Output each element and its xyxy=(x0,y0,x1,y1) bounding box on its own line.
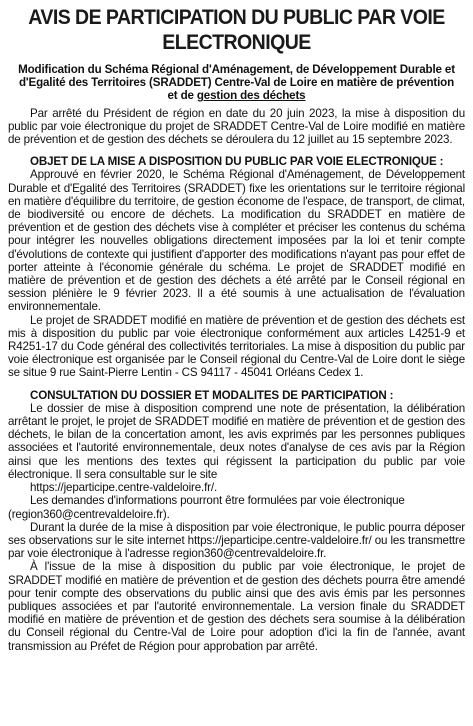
section-heading-consultation: CONSULTATION DU DOSSIER ET MODALITES DE PARTICIPATION : xyxy=(30,388,394,402)
objet-paragraph-2: Le projet de SRADDET modifié en matière de prévention et de gestion des déchets est mis à disposition du public par voie électronique conformément aux articles L4251-9 et R4251-17 du Code général des collectivités territoriales. La mise à disposition du public par voie électronique est organisée par le Conseil régional du Centre-Val de Loire dont le siège se situe 9 rue Saint-Pierre Lentin - CS 94117 - 45041 Orléans Cedex 1. xyxy=(8,313,465,380)
consultation-email[interactable]: (region360@centrevaldeloire.fr). xyxy=(8,507,170,521)
subtitle-line2: d'Egalité des Territoires (SRADDET) Centre-Val de Loire en matière de prévention xyxy=(18,76,455,90)
intro-paragraph: Par arrêté du Président de région en date du 20 juin 2023, la mise à disposition du public par voie électronique du projet de SRADDET Centre-Val de Loire modifié en matière de prévention et de gestion des déchets se déroulera du 12 juillet au 15 septembre 2023. xyxy=(8,106,465,147)
consultation-paragraph-2: Les demandes d'informations pourront être formulées par voie électronique xyxy=(30,494,405,508)
section-heading-objet: OBJET DE LA MISE A DISPOSITION DU PUBLIC PAR VOIE ELECTRONIQUE : xyxy=(30,155,444,169)
notice-subtitle xyxy=(8,63,465,103)
notice-title-line2: ELECTRONIQUE xyxy=(162,31,311,54)
notice-title-line1: AVIS DE PARTICIPATION DU PUBLIC PAR VOIE xyxy=(28,6,445,29)
consultation-paragraph-1: Le dossier de mise à disposition comprend une note de présentation, la délibération arrêtant le projet, le projet de SRADDET modifié en matière de prévention et de gestion des déchets, le bilan de la concertation amont, les avis exprimés par les personnes publiques associées et l'autorité environnementale, deux notes d'analyse de ces avis par la Région ainsi que les mentions des textes qui régissent la participation du public par voie électronique. Il sera consultable sur le site xyxy=(8,401,465,481)
consultation-paragraph-4: À l'issue de la mise à disposition du public par voie électronique, le projet de SRADDET modifié en matière de prévention et de gestion des déchets pourra être amendé pour tenir compte des observations du public ainsi que des avis émis par les personnes publiques associées et par l'autorité environnementale. La version finale du SRADDET modifié en matière de prévention et de gestion des déchets sera soumise à la délibération du Conseil régional du Centre-Val de Loire pour adoption d'ici la fin de l'année, avant transmission au Préfet de Région pour approbation par arrêté. xyxy=(8,560,465,653)
subtitle-line3-underlined: gestion des déchets xyxy=(196,89,306,103)
consultation-url[interactable]: https://jeparticipe.centre-valdeloire.fr/. xyxy=(30,481,218,495)
subtitle-line3-prefix: et de xyxy=(167,89,197,103)
subtitle-line1: Modification du Schéma Régional d'Aménagement, de Développement Durable et xyxy=(18,63,455,76)
objet-paragraph-1: Approuvé en février 2020, le Schéma Régional d'Aménagement, de Développement Durable et d'Egalité des Territoires (SRADDET) fixe les orientations sur le territoire régional en matière d'équilibre du territoire, de gestion économe de l'espace, de transport, de climat, de biodiversité ou encore de déchets. La modification du SRADDET en matière de prévention et de gestion des déchets vise à compléter et préciser les contenus du schéma pour intégrer les nouvelles obligations directement imposées par la loi et tenir compte d'évolutions de contexte qui justifient d'apporter des modifications n'ayant pas pour effet de porter atteinte à l'économie générale du schéma. Le projet de SRADDET modifié en matière de prévention et de gestion des déchets a été arrêté par le Conseil régional en session plénière le 9 février 2023. Il a été soumis à une actualisation de l'évaluation environnementale. xyxy=(8,168,465,314)
notice-title xyxy=(24,5,449,55)
consultation-paragraph-3: Durant la durée de la mise à disposition par voie électronique, le public pourra déposer ses observations sur le site internet https://jeparticipe.centre-valdeloire.fr/ ou les transmettre par voie électronique à l'adresse region360@centrevaldeloire.fr. xyxy=(8,520,465,561)
